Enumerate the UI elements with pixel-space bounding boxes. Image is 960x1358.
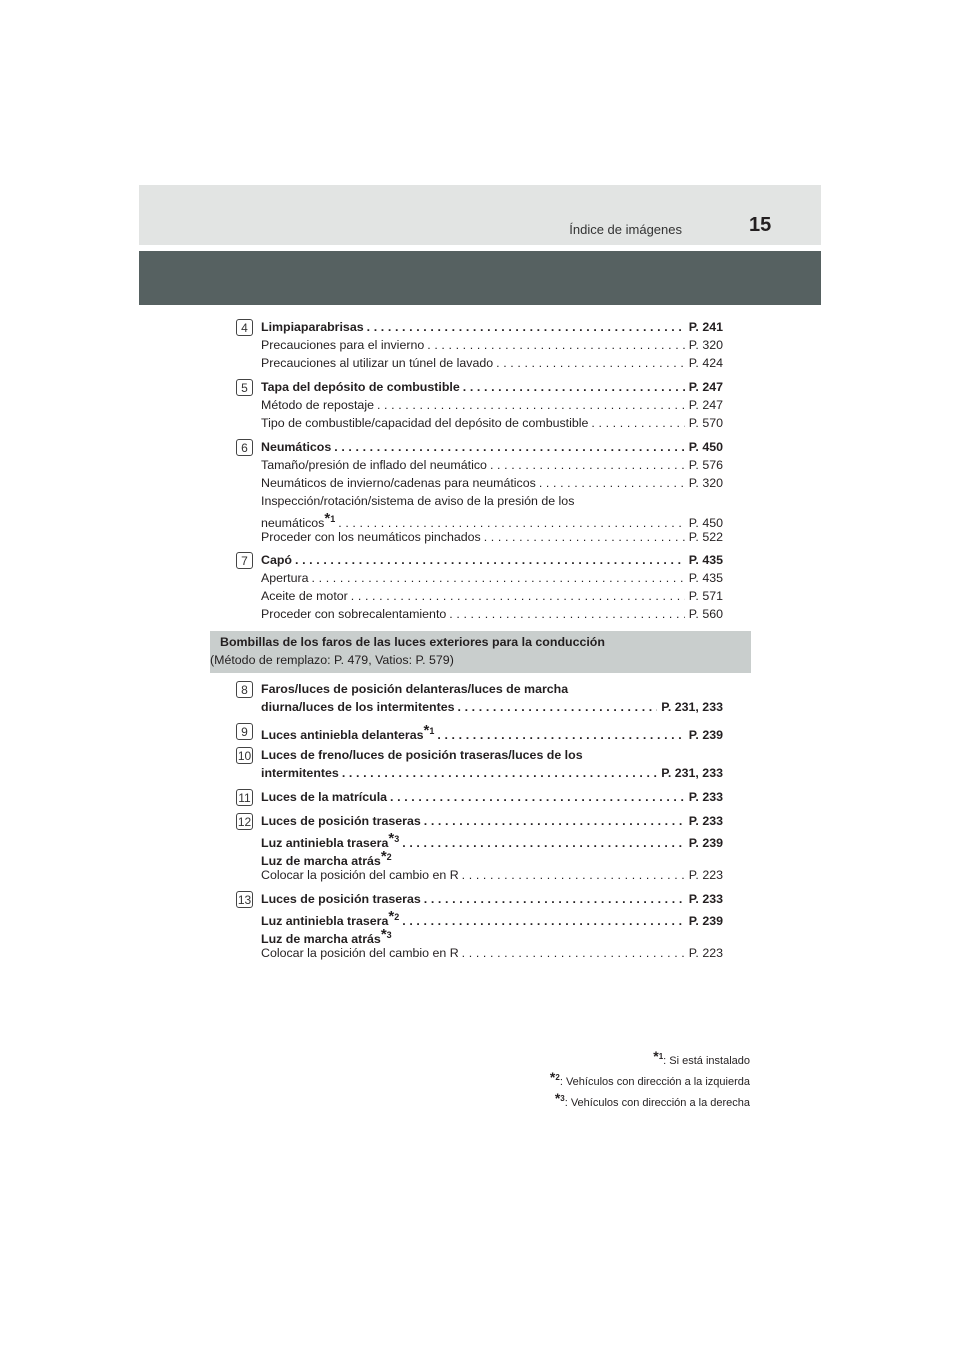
item-number-badge: 9 <box>236 723 253 740</box>
page-reference: P. 239 <box>688 836 723 850</box>
index-entry <box>261 378 723 396</box>
entry-label: Tipo de combustible/capacidad del depósito de combustible <box>261 416 589 430</box>
index-entry <box>261 908 723 926</box>
page-reference: P. 320 <box>688 476 723 490</box>
dot-leader <box>487 456 685 474</box>
index-entry <box>261 551 723 569</box>
index-entry <box>261 354 723 372</box>
dot-leader <box>339 764 657 782</box>
index-entry <box>261 944 723 962</box>
item-number-badge: 5 <box>236 379 253 396</box>
entry-label: Luces de freno/luces de posición traseras/luces de los <box>261 748 583 762</box>
dot-leader <box>424 336 685 354</box>
entry-label: Tamaño/presión de inflado del neumático <box>261 458 487 472</box>
footnote-asterisk: * <box>388 830 395 847</box>
item-number-badge: 6 <box>236 439 253 456</box>
entry-label: Luz antiniebla trasera*$^3$ <box>261 830 400 850</box>
index-entry <box>261 414 723 432</box>
title-band <box>139 251 821 305</box>
page-number: 15 <box>749 214 772 236</box>
entry-label: Colocar la posición del cambio en R <box>261 868 459 882</box>
item-number-badge: 13 <box>237 893 252 907</box>
footnote-number: 1 <box>658 1052 664 1061</box>
index-entry <box>261 746 723 764</box>
entry-label: Limpiaparabrisas <box>261 320 364 334</box>
dot-leader <box>364 318 685 336</box>
footnote <box>550 1048 750 1069</box>
dot-leader <box>460 378 685 396</box>
entry-label: Luces de posición traseras <box>261 892 421 906</box>
dot-leader <box>446 605 684 623</box>
index-entry <box>261 788 723 806</box>
index-entry <box>261 812 723 830</box>
page-reference: P. 233 <box>688 814 723 828</box>
page-reference: P. 435 <box>688 571 723 585</box>
index-entry <box>261 438 723 456</box>
page-reference: P. 435 <box>688 553 723 567</box>
footnote-asterisk: * <box>549 1069 556 1085</box>
page-reference: P. 450 <box>688 516 723 530</box>
page-reference: P. 247 <box>688 380 723 394</box>
lights-section-subtitle: (Método de remplazo: P. 479, Vatios: P. 579) <box>210 653 454 667</box>
footnote-ref: 2 <box>394 912 400 922</box>
entry-label: Capó <box>261 553 292 567</box>
index-entry <box>261 510 723 528</box>
item-number-badge: 4 <box>236 319 253 336</box>
dot-leader <box>536 474 685 492</box>
dot-leader <box>493 354 685 372</box>
footnote-asterisk: * <box>388 908 395 925</box>
entry-label: Tapa del depósito de combustible <box>261 380 460 394</box>
lights-section-title: Bombillas de los faros de las luces exteriores para la conducción <box>220 635 605 649</box>
item-number-badge: 8 <box>236 681 253 698</box>
page-reference: P. 231, 233 <box>661 766 723 780</box>
footnote <box>550 1090 750 1111</box>
page-reference: P. 241 <box>688 320 723 334</box>
page-reference: P. 223 <box>688 868 723 882</box>
footnote <box>550 1069 750 1090</box>
footnote-ref: 1 <box>330 514 336 524</box>
index-entry <box>261 764 723 782</box>
index-entry <box>261 569 723 587</box>
index-entry <box>261 722 723 740</box>
entry-label: Luces de posición traseras <box>261 814 421 828</box>
dot-leader <box>399 912 685 930</box>
index-entry <box>261 474 723 492</box>
entry-label: diurna/luces de los intermitentes <box>261 700 455 714</box>
footnotes <box>550 1048 750 1111</box>
page-reference: P. 570 <box>688 416 723 430</box>
entry-label: Luces antiniebla delanteras*$^1$ <box>261 722 435 742</box>
page-reference: P. 522 <box>688 530 723 544</box>
item-number-badge: 12 <box>237 815 252 829</box>
item-number-badge: 7 <box>236 552 253 569</box>
entry-label: Luz de marcha atrás*$^2$ <box>261 848 392 868</box>
dot-leader <box>348 587 685 605</box>
index-entry <box>261 587 723 605</box>
section-title: Índice de imágenes <box>569 222 682 237</box>
dot-leader <box>374 396 685 414</box>
index-entry <box>261 528 723 546</box>
header-band <box>139 185 821 245</box>
index-entry <box>261 830 723 848</box>
index-entry <box>261 492 723 510</box>
page-reference: P. 233 <box>688 892 723 906</box>
page-reference: P. 576 <box>688 458 723 472</box>
entry-label: Método de repostaje <box>261 398 374 412</box>
footnote-asterisk: * <box>554 1090 561 1106</box>
page-reference: P. 223 <box>688 946 723 960</box>
dot-leader <box>331 438 685 456</box>
entry-label: Luces de la matrícula <box>261 790 388 804</box>
dot-leader <box>309 569 685 587</box>
page-reference: P. 239 <box>688 914 723 928</box>
dot-leader <box>481 528 685 546</box>
footnote-asterisk: * <box>380 848 387 865</box>
entry-label: Proceder con los neumáticos pinchados <box>261 530 481 544</box>
footnote-asterisk: * <box>423 722 430 739</box>
footnote-asterisk: * <box>324 510 331 527</box>
entry-label: Inspección/rotación/sistema de aviso de la presión de los <box>261 494 575 508</box>
entry-label: intermitentes <box>261 766 339 780</box>
footnote-number: 3 <box>560 1094 565 1103</box>
page-reference: P. 320 <box>688 338 723 352</box>
entry-label: Apertura <box>261 571 309 585</box>
entry-label: Proceder con sobrecalentamiento <box>261 607 447 621</box>
index-entry <box>261 396 723 414</box>
page-reference: P. 450 <box>688 440 723 454</box>
index-entry <box>261 605 723 623</box>
page-reference: P. 239 <box>688 728 723 742</box>
entry-label: Colocar la posición del cambio en R <box>261 946 459 960</box>
page-reference: P. 560 <box>688 607 723 621</box>
page-reference: P. 247 <box>688 398 723 412</box>
dot-leader <box>459 944 685 962</box>
footnote-ref: 1 <box>429 726 435 736</box>
dot-leader <box>588 414 684 432</box>
index-entry <box>261 866 723 884</box>
page-reference: P. 231, 233 <box>661 700 723 714</box>
dot-leader <box>399 834 685 852</box>
footnote-number: 2 <box>555 1073 560 1082</box>
entry-label: Luz antiniebla trasera*$^2$ <box>261 908 400 928</box>
footnote-asterisk: * <box>653 1048 659 1064</box>
dot-leader <box>454 698 657 716</box>
footnote-text: : Vehículos con dirección a la izquierda <box>559 1076 750 1088</box>
dot-leader <box>434 726 684 744</box>
entry-label: Faros/luces de posición delanteras/luces de marcha <box>261 682 569 696</box>
footnote-ref: 3 <box>386 930 392 940</box>
footnote-text: : Vehículos con dirección a la derecha <box>564 1097 750 1109</box>
footnote-ref: 2 <box>386 852 392 862</box>
index-entry <box>261 680 723 698</box>
entry-label: Luz de marcha atrás*$^3$ <box>261 926 392 946</box>
page-reference: P. 233 <box>688 790 723 804</box>
index-entry <box>261 318 723 336</box>
footnote-ref: 3 <box>394 834 400 844</box>
entry-label: Precauciones al utilizar un túnel de lavado <box>261 356 494 370</box>
index-entry <box>261 890 723 908</box>
page-reference: P. 571 <box>688 589 723 603</box>
item-number-badge: 10 <box>237 749 252 763</box>
entry-label: Aceite de motor <box>261 589 348 603</box>
dot-leader <box>387 788 685 806</box>
index-entry <box>261 698 723 716</box>
dot-leader <box>421 812 685 830</box>
dot-leader <box>292 551 685 569</box>
lights-section-band <box>210 631 751 673</box>
index-entry <box>261 456 723 474</box>
footnote-asterisk: * <box>380 926 387 943</box>
page-reference: P. 424 <box>688 356 723 370</box>
entry-label: Precauciones para el invierno <box>261 338 425 352</box>
footnote-text: : Si está instalado <box>663 1055 750 1067</box>
entry-label: Neumáticos <box>261 440 332 454</box>
entry-label: neumáticos*$^1$ <box>261 510 336 530</box>
index-entry <box>261 336 723 354</box>
dot-leader <box>459 866 685 884</box>
entry-label: Neumáticos de invierno/cadenas para neumáticos <box>261 476 536 490</box>
item-number-badge: 11 <box>236 789 253 806</box>
dot-leader <box>421 890 685 908</box>
